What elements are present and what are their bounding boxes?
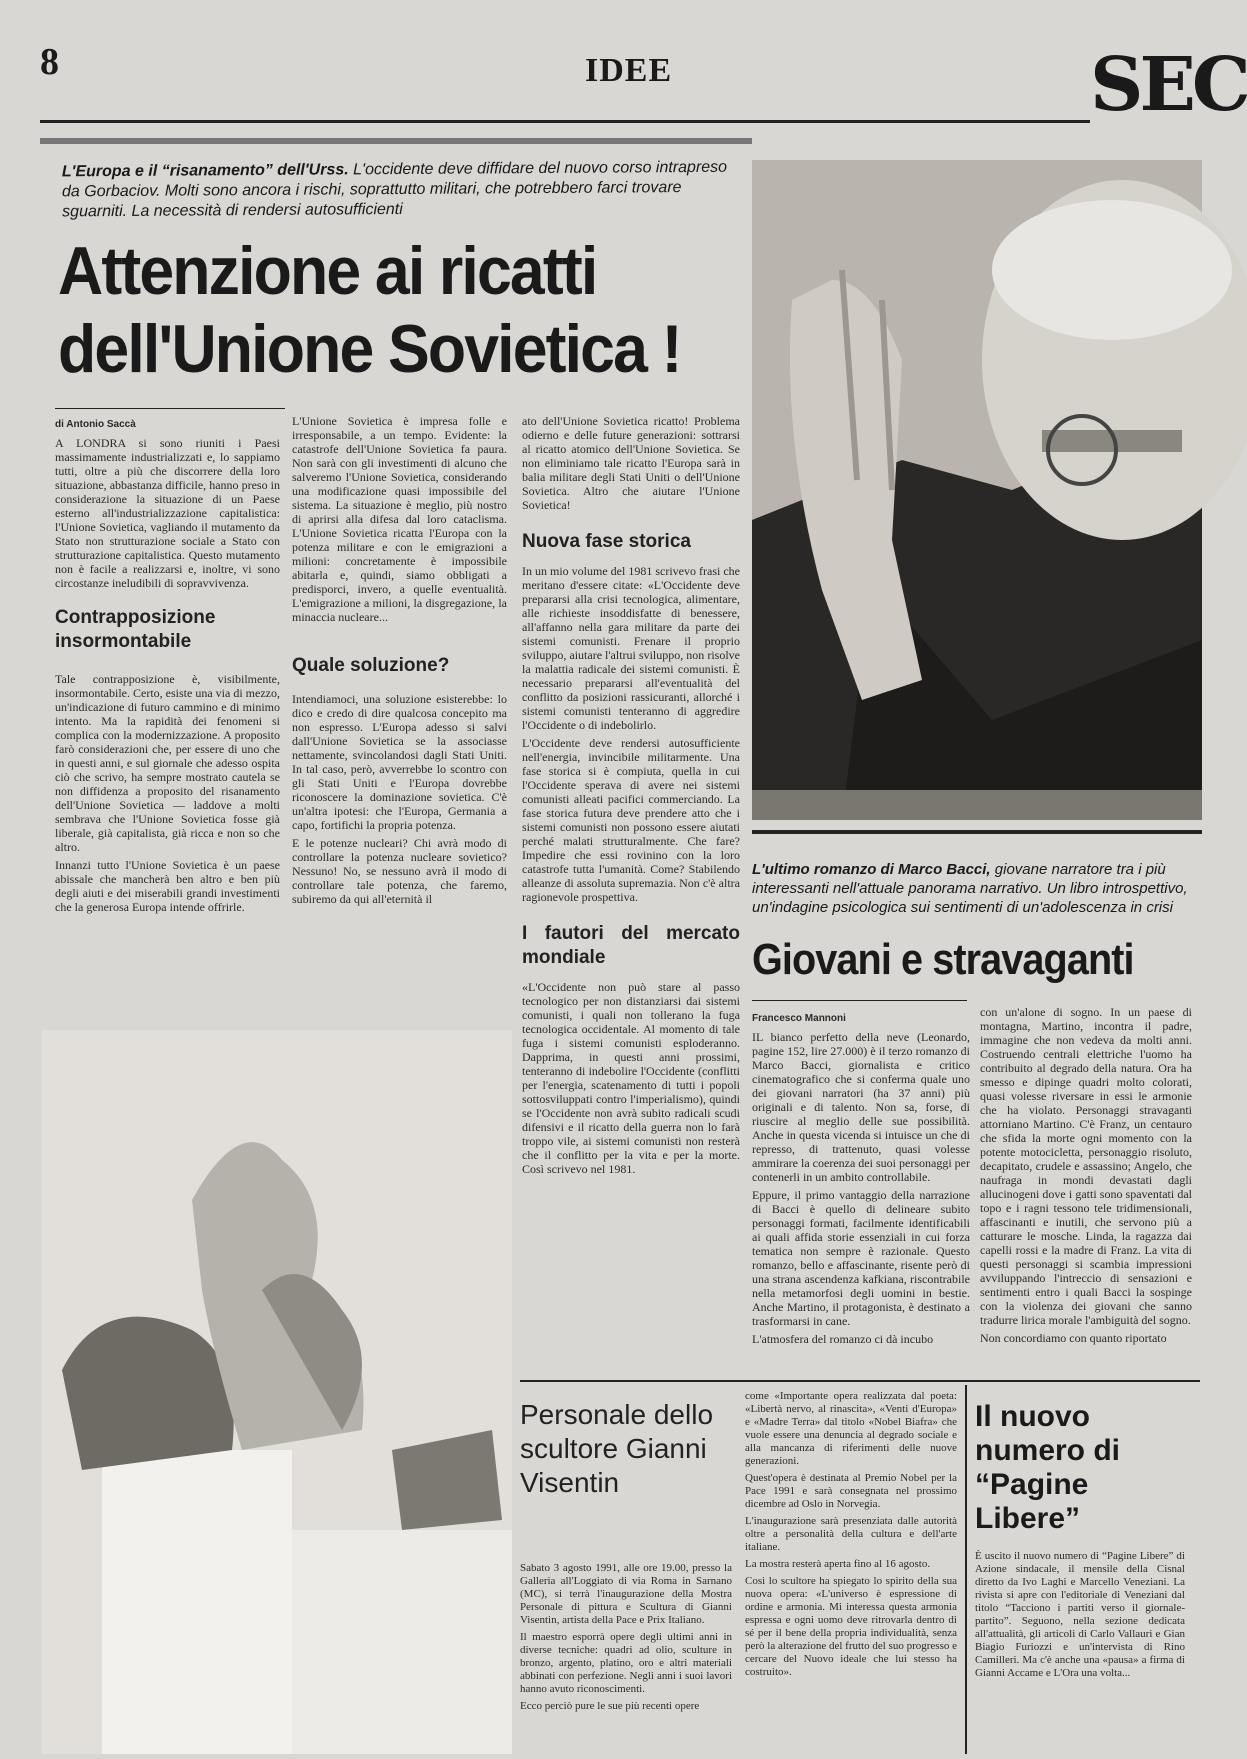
header-rule	[40, 120, 1090, 123]
paragraph: Tale contrapposizione è, visibilmente, insormontabile. Certo, esiste una via di mezzo, un'indicazione di futuro cammino e di minimo intento. Ma la rapidità dei fenomeni si complica con la modernizzazione. A proposito farò considerazioni che, per essere di uno che in questi anni, e sul giornale che adesso ospita ciò che scrivo, ha sempre mostrato cautela se non diffidenza a proposito del risanamento dell'Unione Sovietica — laddove a molti sembrava che l'Unione Sovietica fosse già liberale, già capitalista, già ricca e non so che altro.	[55, 672, 280, 854]
paragraph: Sabato 3 agosto 1991, alle ore 19.00, presso la Galleria all'Loggiato di via Roma in Sarnano (MC), si terrà l'inaugurazione della Mostra Personale di pittura e Scultura di Gianni Visentin, artista della Pace e Prix Italiano.	[520, 1562, 732, 1626]
paragraph: Innanzi tutto l'Unione Sovietica è un paese abissale che mancherà ben altro e ben più degli aiuti e dei miserabili grandi investimenti che la generosa Europa intende offrirle.	[55, 858, 280, 914]
paragraph: A LONDRA si sono riuniti i Paesi massimamente industrializzati e, lo sappiamo tutti, oltre a più che discorrere della loro situazione, abbastanza difficile, hanno preso in considerazione la situazione di un Paese esterno all'industrializzazione capitalistica: l'Unione Sovietica, vagliando il mutamento da Stato non strutturazione sociale a Stato con strutturazione capitalistica. Questo mutamento non è facile a realizzarsi e, inoltre, vi sono circostanze ineludibili di sopravvivenza.	[55, 436, 280, 590]
main-column-2	[292, 414, 507, 1034]
section-title: IDEE	[585, 52, 673, 89]
sculpture-photo	[42, 1030, 512, 1754]
paragraph: Così lo scultore ha spiegato lo spirito della sua nuova opera: «L'universo è espressione di ordine e armonia. Mi interessa questa armonia espressa e ogni uomo deve ritrovarla dentro di sé per il bene della propria individualità, senza però la alterazione del frutto del suo progresso e cercare del Nuovo ideale che lui stesso ha costruito».	[745, 1575, 957, 1678]
kicker-text: L'occidente deve diffidare del nuovo corso intrapreso da Gorbaciov. Molti sono ancora i rischi, soprattutto militari, che potrebbero farci trovare sguarniti. La necessità di rendersi autosufficienti	[61, 158, 728, 221]
second-article-kicker	[752, 860, 1202, 917]
portrait-illustration	[752, 160, 1202, 820]
paragraph: con un'alone di sogno. In un paese di montagna, Martino, incontra il padre, immagine che non vedeva da molti anni. Costruendo centrali elettriche l'uomo ha contribuito al degrado della natura. Ora ha smesso e dipinge quadri molto colorati, quasi volesse riversare in essi le armonie che ha violato. Personaggi stravaganti attorniano Martino. C'è Franz, un centauro che sfida la morte ogni momento con la potente motocicletta, personaggio risoluto, decapitato, crudele e assassino; Angelo, che naufraga in mondi devastati dagli allucinogeni dove i gatti sono spaventati dal topo e i ragni tessono tele tridimensionali, affascinanti e inutili, che servono più a catturare le mosche. Linda, la ragazza dai capelli rossi e la madre di Franz. La vita di questi personaggi si scambia impressioni avviluppando l'intreccio di sensazioni e sentimenti entro i quali Bacci la sospinge con la violenza dei giovani che sanno tradurre lirica morale l'ambiguità del sogno.	[980, 1005, 1192, 1327]
sculptor-column-1	[520, 1562, 732, 1752]
paragraph: L'inaugurazione sarà presenziata dalle autorità oltre a personalità della cultura e dell'arte italiane.	[745, 1515, 957, 1553]
paragraph: Intendiamoci, una soluzione esisterebbe: lo dico e credo di dire qualcosa concepito ma non espresso. L'Europa adesso si salvi dall'Unione Sovietica se la associasse nettamente, svincolandosi dagli Stati Uniti. In tal caso, però, avverrebbe lo scontro con gli Stati Uniti e l'Europa dovrebbe riconoscere la dominazione sovietica. C'è un'altra ipotesi: che l'Europa, Germania a capo, fortifichi la propria potenza.	[292, 692, 507, 832]
main-column-3	[522, 414, 740, 1344]
paragraph: L'atmosfera del romanzo ci dà incubo	[752, 1332, 934, 1346]
sculptor-title: Personale dello scultore Gianni Visentin	[520, 1399, 714, 1498]
magazine-column	[975, 1550, 1185, 1750]
second-column-1	[752, 1012, 970, 1352]
headline-line-1: Attenzione ai ricatti	[58, 233, 597, 309]
sculptor-column-2	[745, 1390, 957, 1750]
subhead: I fautori del mercato mondiale	[522, 923, 740, 968]
paragraph: In un mio volume del 1981 scrivevo frasi che meritano d'essere citate: «L'Occidente deve prepararsi alla crisi tecnologica, alimentare, alle richieste insoddisfatte di benessere, all'affanno nella gara militare da parte dei sistemi comunisti. Frenare il proprio sviluppo, aiutare l'altrui sviluppo, non risolve la malattia radicale dei sistemi comunisti. È necessario prepararsi all'eventualità del conflitto da posizioni rassicuranti, allorché i sistemi comunisti tenteranno di aggredire l'Occidente o di indebolirlo.	[522, 564, 740, 732]
paragraph: IL bianco perfetto della neve (Leonardo, pagine 152, lire 27.000) è il terzo romanzo di Marco Bacci, giornalista e critico cinematografico che si conferma quale uno dei giovani narratori (ha 37 anni) più originali e di talento. Non sa, forse, di riuscire al meglio delle sue possibilità. Anche in questa vicenda si intuisce un che di represso, di trattenuto, quasi volesse ammirare la coerenza dei suoi personaggi per contenerli in un ambito controllabile.	[752, 1030, 970, 1184]
paragraph: ato dell'Unione Sovietica ricatto! Problema odierno e delle future generazioni: sottrarsi al ricatto atomico dell'Unione Sovietica. Se non eliminiamo tale ricatto l'Europa sarà in balia militare degli Stati Uniti o dell'Unione Sovietica. Altro che aiutare l'Unione Sovietica!	[522, 414, 740, 512]
paragraph: Non concordiamo con quanto riportato	[980, 1331, 1167, 1345]
caption-lead: L'ultimo romanzo di Marco Bacci,	[752, 861, 991, 878]
paragraph: L'Occidente deve rendersi autosufficiente nell'energia, invincibile militarmente. Una fase storica si è compiuta, quella in cui l'Occidente sperava di avere nei sistemi comunisti alleati pacifici commerciando. La fase storica futura deve prendere atto che i sistemi comunisti non possono essere aiutati perché malati strutturalmente. Che fare? Impedire che essi rovinino con la loro catastrofe tutta l'umanità. Come? Stabilendo alleanze di assoluta supremazia. Non c'è altra ragionevole prospettiva.	[522, 736, 740, 904]
main-column-1	[55, 418, 280, 1028]
paragraph: Ecco perciò pure le sue più recenti opere	[520, 1700, 700, 1712]
paragraph: Il maestro esporrà opere degli ultimi anni in diverse tecniche: quadri ad olio, sculture in bronzo, argento, platino, oro e altri materiali abbinati con perfezione. Negli anni i suoi lavori hanno avuto riconoscimenti.	[520, 1631, 732, 1695]
newspaper-masthead: SEC	[1090, 42, 1247, 128]
subhead: Quale soluzione?	[292, 655, 450, 676]
article-top-rule	[40, 138, 752, 144]
byline: Francesco Mannoni	[752, 1013, 846, 1024]
paragraph: È uscito il nuovo numero di “Pagine Libere” di Azione sindacale, il mensile della Cisnal diretto da Ivo Laghi e Marcello Veneziani. La rivista si apre con l'editoriale di Veneziani dal titolo “Tacciono i partiti verso il giornale-partito”. Seguono, nella sezione dedicata all'attualità, gli articoli di Carlo Vallauri e Gian Biagio Furiozzi e un'intervista di Rino Camilleri. Ma c'è anche una «pausa» a firma di Gianni Accame e L'Ora una volta...	[975, 1550, 1185, 1679]
paragraph: L'Unione Sovietica è impresa folle e irresponsabile, a un tempo. Evidente: la catastrofe dell'Unione Sovietica fa paura. Non sarà con gli investimenti di alcuno che salveremo l'Unione Sovietica, considerando una modificazione quasi impossibile del sistema. La situazione è meglio, più nostro di aprirsi alla difesa dal loro cataclisma. L'Unione Sovietica ricatta l'Europa con la potenza militare e con le emigrazioni a milioni: concretamente è impossibile abitarla e, quindi, siamo obbligati a predisporci, invero, a quelle eventualità. L'emigrazione a milioni, la disgregazione, la minaccia nucleare...	[292, 414, 507, 624]
second-headline: Giovani e stravaganti	[752, 935, 1134, 984]
main-headline	[58, 232, 720, 388]
byline: di Antonio Saccà	[55, 419, 136, 430]
caption-text: giovane narratore tra i più interessanti nell'attuale panorama narrativo. Un libro introspettivo, un'indagine psicologica sui sentimenti di un'adolescenza in crisi	[752, 861, 1188, 916]
paragraph: La mostra resterà aperta fino al 16 agosto.	[745, 1558, 931, 1570]
portrait-photo	[752, 160, 1202, 820]
column-rule	[55, 408, 285, 409]
sculpture-illustration	[42, 1030, 512, 1754]
column-rule	[752, 1000, 967, 1001]
article-kicker	[62, 158, 742, 223]
box-rule	[965, 1385, 967, 1754]
paragraph: Eppure, il primo vantaggio della narrazione di Bacci è quello di delineare subito personaggi formati, facilmente identificabili ai quali affida storie essenziali in cui forza tematica non sempre è razionale. Questo romanzo, bello e affascinante, risente però di una strana ascendenza kafkiana, riscontrabile nella metamorfosi degli uomini in bestie. Anche Martino, il protagonista, è destinato a trasformarsi in cane.	[752, 1188, 970, 1328]
magazine-title: Il nuovo numero di “Pagine Libere”	[975, 1400, 1121, 1535]
section-rule	[520, 1380, 1200, 1382]
page-number: 8	[40, 41, 59, 83]
subhead: Contrapposizione insormontabile	[55, 607, 216, 652]
headline-line-2: dell'Unione Sovietica !	[58, 311, 681, 387]
paragraph: E le potenze nucleari? Chi avrà modo di controllare la potenza nucleare sovietico? Nessuno! No, se nessuno avrà il modo di controllare tale potenza, che faremo, subiremo da qui all'eternità il	[292, 836, 507, 906]
photo-rule	[752, 830, 1202, 834]
kicker-lead: L'Europa e il “risanamento” dell'Urss.	[61, 161, 349, 181]
paragraph: Quest'opera è destinata al Premio Nobel per la Pace 1991 e sarà consegnata nel prossimo dicembre ad Oslo in Norvegia.	[745, 1472, 957, 1510]
subhead: Nuova fase storica	[522, 531, 691, 552]
second-column-2	[980, 1005, 1192, 1352]
paragraph: «L'Occidente non può stare al passo tecnologico per non distanziarsi dai sistemi comunisti, i quali non tollerano la fuga tecnologica occidentale. Al momento di tale fuga i sistemi comunisti esploderanno. Dapprima, in questi anni prossimi, tenteranno di indebolire l'Occidente (conflitti per l'energia, scatenamento di tutti i popoli sottosviluppati contro l'imperialismo), quindi se l'Occidente non avrà subito radicali scudi difensivi e il ricatto della guerra non lo farà troppo vile, ai sistemi comunisti non resterà che il conflitto per la vita e per la morte. Così scrivevo nel 1981.	[522, 980, 740, 1176]
paragraph: come «Importante opera realizzata dal poeta: «Libertà nervo, al rinascita», «Venti d'Europa» e «Madre Terra» dal titolo «Nobel Biafra» che vuole essere una denuncia al degrado sociale e alla mancanza di riferimenti delle nuove generazioni.	[745, 1390, 957, 1467]
